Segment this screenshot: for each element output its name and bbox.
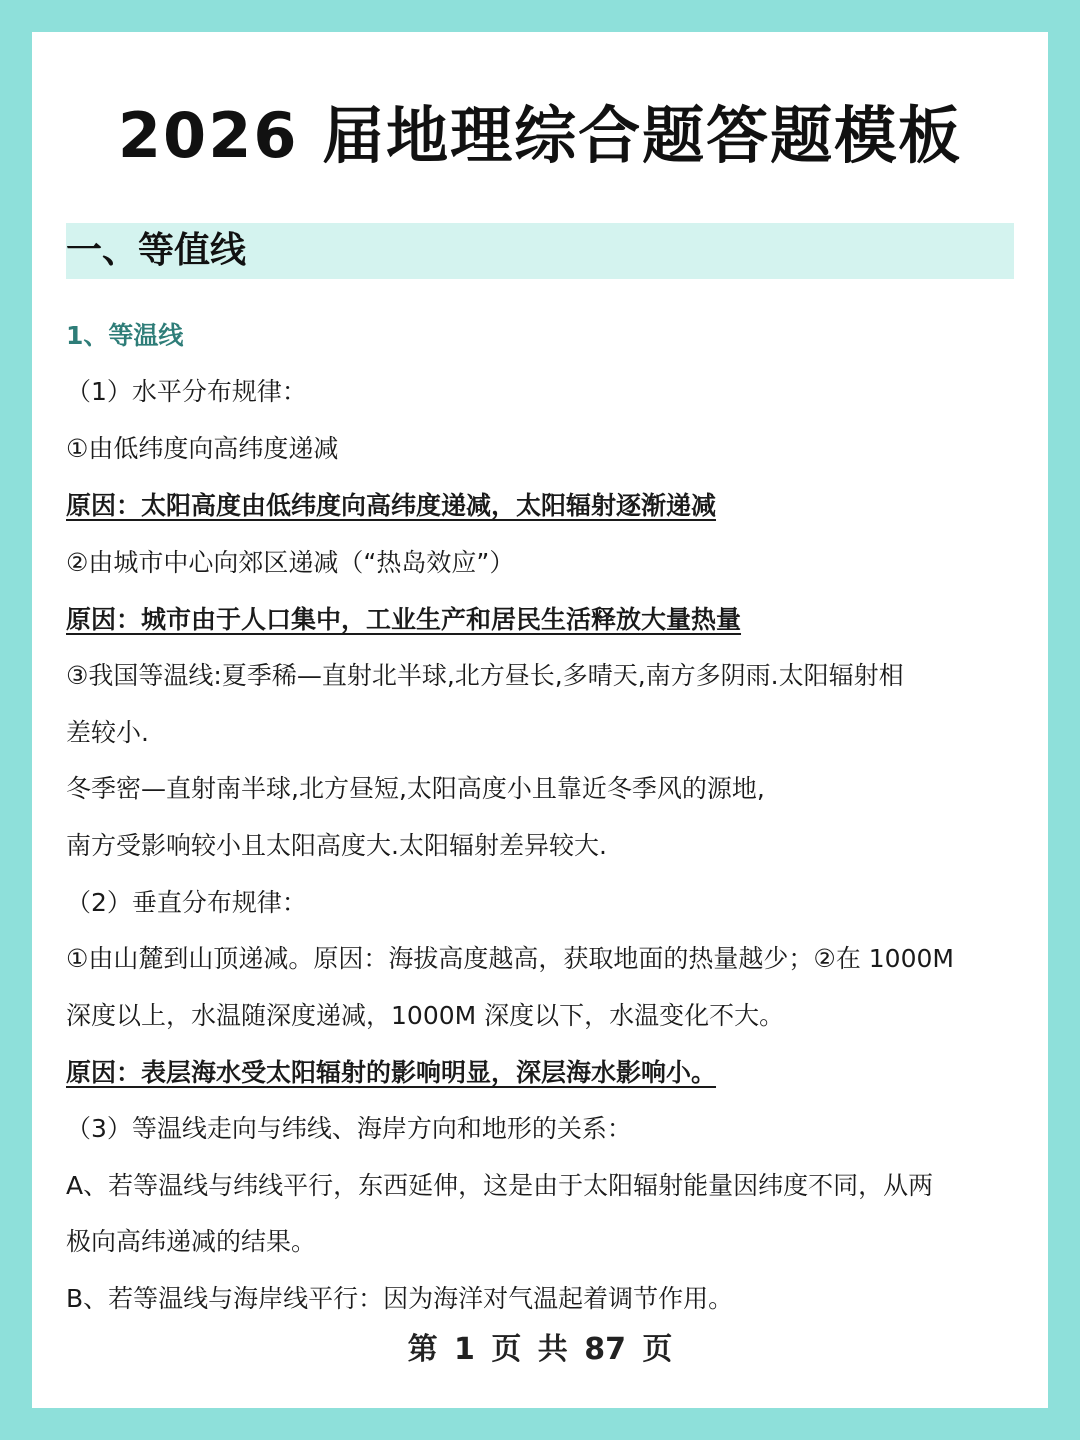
reason-line: 原因：表层海水受太阳辐射的影响明显，深层海水影响小。 bbox=[66, 1058, 717, 1087]
document-title: 2026 届地理综合题答题模板 bbox=[117, 99, 963, 172]
text-line: 差较小. bbox=[66, 718, 149, 747]
section-title: 一、等值线 bbox=[66, 230, 247, 271]
text-line: 极向高纬递减的结果。 bbox=[66, 1227, 317, 1256]
reason-line: 原因：城市由于人口集中，工业生产和居民生活释放大量热量 bbox=[66, 605, 742, 634]
text-line: （3）等温线走向与纬线、海岸方向和地形的关系： bbox=[66, 1114, 632, 1143]
text-line: ③我国等温线:夏季稀—直射北半球,北方昼长,多晴天,南方多阴雨.太阳辐射相 bbox=[66, 661, 904, 690]
text-line: A、若等温线与纬线平行，东西延伸，这是由于太阳辐射能量因纬度不同，从两 bbox=[66, 1171, 934, 1200]
text-line: ①由山麓到山顶递减。原因：海拔高度越高，获取地面的热量越少；②在 1000M bbox=[66, 944, 954, 973]
text-line: B、若等温线与海岸线平行：因为海洋对气温起着调节作用。 bbox=[66, 1284, 734, 1313]
text-line: 南方受影响较小且太阳高度大.太阳辐射差异较大. bbox=[66, 831, 607, 860]
text-line: （1）水平分布规律： bbox=[66, 377, 307, 406]
page-footer: 第 1 页 共 87 页 bbox=[407, 1332, 673, 1367]
text-line: 冬季密—直射南半球,北方昼短,太阳高度小且靠近冬季风的源地, bbox=[66, 774, 765, 803]
subsection-title: 1、等温线 bbox=[66, 321, 184, 350]
reason-line: 原因：太阳高度由低纬度向高纬度递减，太阳辐射逐渐递减 bbox=[66, 491, 717, 520]
text-line: （2）垂直分布规律： bbox=[66, 888, 307, 917]
text-line: ①由低纬度向高纬度递减 bbox=[66, 434, 339, 463]
text-line: ②由城市中心向郊区递减（“热岛效应”） bbox=[66, 548, 515, 577]
text-line: 深度以上，水温随深度递减，1000M 深度以下，水温变化不大。 bbox=[66, 1001, 785, 1030]
